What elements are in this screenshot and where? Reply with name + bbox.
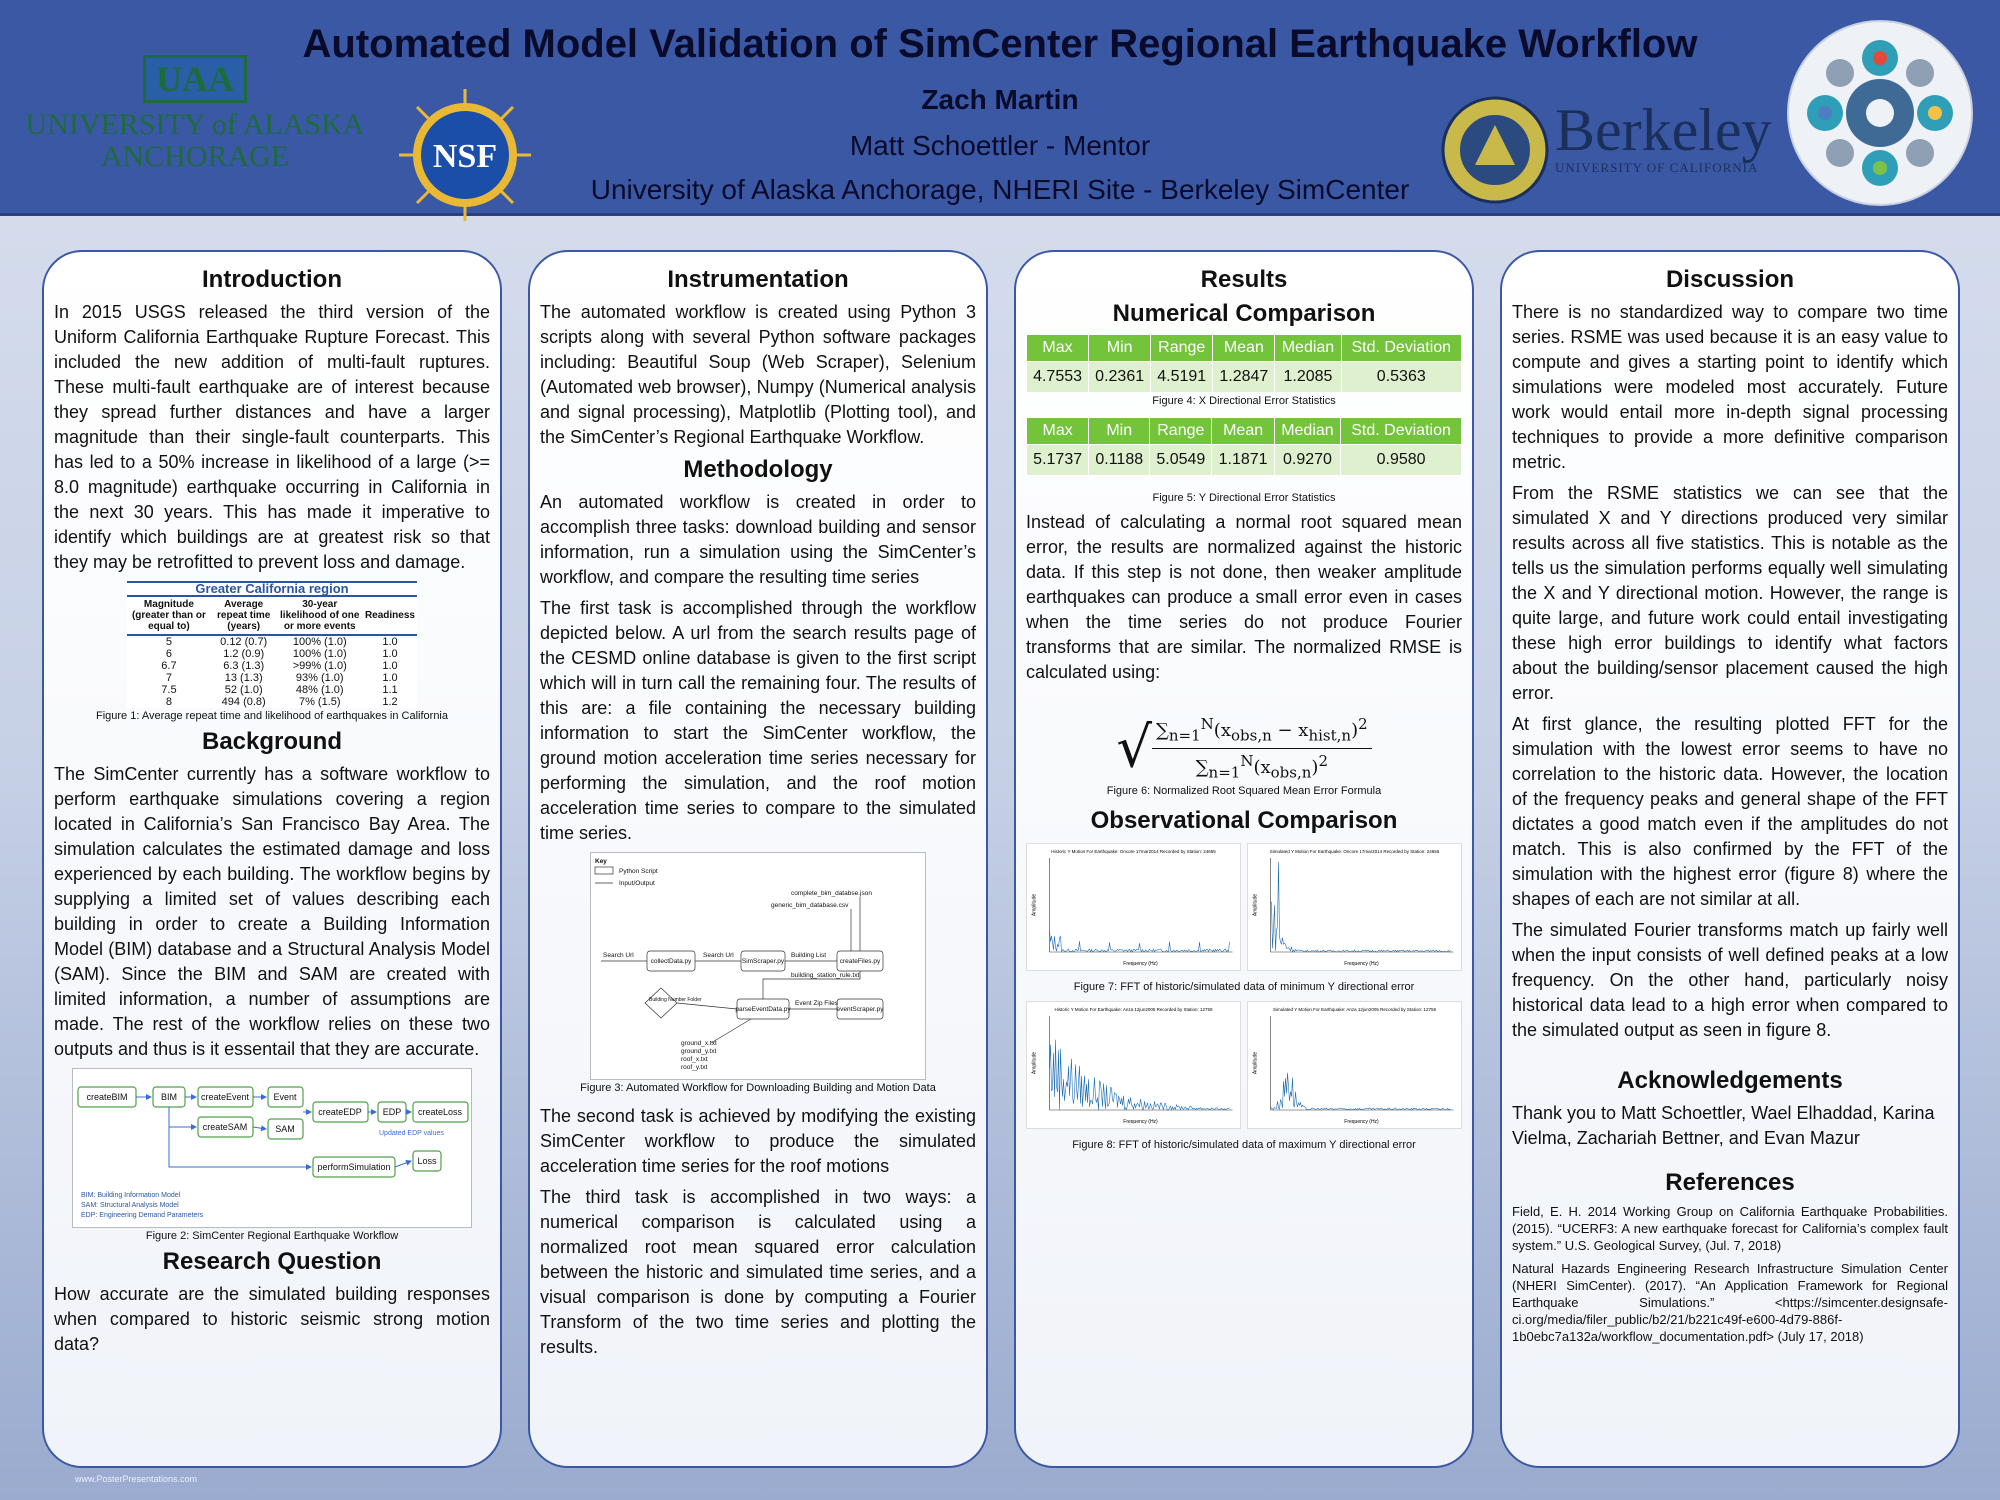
fft-plot-ylabel: Amplitude <box>1252 1052 1259 1075</box>
earthquake-table-cell: >99% (1.0) <box>292 660 347 672</box>
stats-table-cell: 5.1737 <box>1027 445 1089 476</box>
stats-table-header: Std. Deviation <box>1341 418 1462 445</box>
discussion-paragraph-3: At first glance, the resulting plotted FFT for the simulation with the lowest error seems to have no correlation to the historic data. However, the location of the frequency peaks and general shape of the FFT dictates a good match even if the amplitudes do not match. This is also confirmed by the FFT of the simulation with the highest error (figure 8) where the shapes of each are not similar at all. <box>1512 714 1948 909</box>
diagram-label: complete_bim_databse.json <box>791 890 872 897</box>
observational-comparison-heading: Observational Comparison <box>1090 807 1398 835</box>
poster-mentor: Matt Schoettler - Mentor <box>849 130 1151 161</box>
results-heading: Results <box>1200 266 1288 293</box>
methodology-paragraph-4: The third task is accomplished in two ways: a numerical comparison is calculated using a normalized root mean squared error calculation between the historic and simulated time series, and a visual comparison is done by computing a Fourier Transform of the two time series and plotting the results. <box>540 1187 976 1357</box>
panel-column-4 <box>1500 250 1960 1468</box>
fft-plot-series <box>1271 1073 1451 1110</box>
panel-column-2 <box>528 250 988 1468</box>
diagram-label: roof_x.txt <box>681 1056 708 1063</box>
diagram-key-script: Python Script <box>619 868 658 875</box>
figure-4-caption: Figure 4: X Directional Error Statistics <box>1152 395 1336 407</box>
earthquake-table-row <box>127 684 417 696</box>
earthquake-table-row <box>127 672 417 684</box>
stats-table-header: Max <box>1027 335 1089 362</box>
earthquake-table-title: Greater California region <box>127 582 417 596</box>
earthquake-table-cell: 1.0 <box>382 660 398 672</box>
fft-plot-title: Historic Y Motion For Earthquake: Oncore 17mar2014 Recorded by Station: 24655 <box>1051 849 1216 855</box>
research-question-heading: Research Question <box>162 1248 382 1275</box>
diagram-label: Building Number Folder <box>649 997 702 1003</box>
fft-plots-min-error <box>1026 843 1462 971</box>
stats-table-header: Std. Deviation <box>1341 335 1461 362</box>
workflow-node: createEvent <box>200 1092 250 1102</box>
earthquake-table-cell: 6.3 (1.3) <box>223 660 265 672</box>
fft-plot-title: Simulated Y Motion For Earthquake: Anza 12jun2005 Recorded by Station: 12759 <box>1273 1007 1436 1013</box>
poster-author: Zach Martin <box>921 84 1079 115</box>
earthquake-table-row <box>127 648 417 660</box>
diagram-key-io: Input/Output <box>619 880 655 887</box>
diagram-label: ground_y.txt <box>681 1048 717 1055</box>
y-error-stats-table <box>1026 417 1462 476</box>
fft-plot-xlabel: Frequency (Hz) <box>1344 1119 1379 1126</box>
figure-5-caption: Figure 5: Y Directional Error Statistics <box>1152 492 1336 504</box>
stats-table-header: Range <box>1150 418 1212 445</box>
workflow-node: BIM <box>160 1092 178 1102</box>
panel-column-3 <box>1014 250 1474 1468</box>
fft-plot-series <box>1050 931 1230 952</box>
x-error-stats-table <box>1026 334 1462 393</box>
workflow-node: EDP <box>382 1107 402 1117</box>
workflow-node: Updated EDP values <box>379 1130 444 1137</box>
workflow-node: performSimulation <box>317 1162 391 1172</box>
earthquake-table-cell: 1.1 <box>382 684 398 696</box>
earthquake-table-cell: 1.0 <box>382 672 398 684</box>
stats-table-cell: 4.5191 <box>1151 362 1213 393</box>
fft-plot-ylabel: Amplitude <box>1252 894 1259 917</box>
fft-plot-historic-max <box>1026 1001 1241 1129</box>
earthquake-table-row <box>127 660 417 672</box>
uaa-logo-line1: UNIVERSITY of ALASKA <box>25 108 365 141</box>
methodology-paragraph-2: The first task is accomplished through the workflow depicted below. A url from the search results page of the CESMD online database is given to the first script which will in turn call the remaining four. The results of this are: a file containing the necessary building information to start the SimCenter workflow, the ground motion acceleration time series necessary for performing the simulation, and the roof motion acceleration time series to compare to the simulated time series. <box>540 598 976 843</box>
earthquake-table-cell: 494 (0.8) <box>221 696 266 708</box>
discussion-paragraph-4: The simulated Fourier transforms match up fairly well when the input consists of well defined peaks at a low frequency. On the other hand, particularly noisy historical data lead to a high error when compared to the simulated output as seen in figure 8. <box>1512 920 1948 1040</box>
diagram-label: roof_y.txt <box>681 1064 708 1071</box>
fft-plot-title: Simulated Y Motion For Earthquake: Oncore 17mar2014 Recorded by Station: 24655 <box>1269 849 1440 855</box>
earthquake-table-cell: 48% (1.0) <box>295 684 344 696</box>
instrumentation-text: The automated workflow is created using Python 3 scripts along with several Python software packages including: Beautiful Soup (Web Scraper), Selenium (Automated web browser), Numpy (Numerical analysis and signal processing), Matplotlib (Plotting tool), and the SimCenter’s Regional Earthquake Workflow. <box>540 302 976 447</box>
diagram-label: generic_bim_database.csv <box>771 902 849 909</box>
earthquake-table-cell: 7 <box>165 672 172 684</box>
workflow-node: createEDP <box>318 1107 362 1117</box>
earthquake-table-cell: 8 <box>165 696 172 708</box>
methodology-paragraph-1: An automated workflow is created in order to accomplish three tasks: download building and sensor information, run a simulation using the SimCenter’s workflow, and compare the resulting time series <box>540 492 976 587</box>
workflow-node: Loss <box>417 1156 437 1166</box>
footer-credit[interactable]: www.PosterPresentations.com <box>75 1474 198 1484</box>
stats-table-header: Median <box>1274 418 1340 445</box>
diagram-node: parseEventData.py <box>735 1006 791 1013</box>
stats-table-header: Mean <box>1213 335 1275 362</box>
figure-7-caption: Figure 7: FFT of historic/simulated data of minimum Y directional error <box>1073 981 1415 994</box>
simcenter-workflow-diagram <box>72 1068 472 1228</box>
workflow-node: createLoss <box>417 1107 463 1117</box>
figure-6-caption: Figure 6: Normalized Root Squared Mean Error Formula <box>1106 785 1382 798</box>
stats-table-cell: 0.5363 <box>1341 362 1461 393</box>
stats-table-cell: 1.1871 <box>1212 445 1274 476</box>
stats-table-cell: 0.1188 <box>1089 445 1150 476</box>
earthquake-table-cell: 1.0 <box>382 636 398 648</box>
berkeley-logo-text: Berkeley <box>1555 97 1772 163</box>
nrmse-formula: √ $\frac{\sum_{n=1}^N(x_{obs,n} - x_{hist,n})^2}{\sum_{n=1}^N(x_{obs,n})^2}$ <box>1026 715 1462 781</box>
earthquake-table-header: Readiness <box>363 596 417 635</box>
fft-plot-simulated-min <box>1247 843 1462 971</box>
fft-plot-ylabel: Amplitude <box>1031 1052 1038 1075</box>
stats-table-cell: 5.0549 <box>1150 445 1212 476</box>
fft-plot-title: Historic Y Motion For Earthquake: Anza 12jun2005 Recorded by Station: 12759 <box>1054 1007 1213 1013</box>
earthquake-table-header: Average repeat time (years) <box>211 596 277 635</box>
stats-table-header: Range <box>1151 335 1213 362</box>
uaa-logo-line2: ANCHORAGE <box>100 140 290 173</box>
acknowledgements-heading: Acknowledgements <box>1617 1067 1843 1094</box>
workflow-node: createSAM <box>202 1122 248 1132</box>
reference-item: Field, E. H. 2014 Working Group on California Earthquake Probabilities. (2015). “UCERF3: A new earthquake forecast for California’s complex fault system.” U.S. Geological Survey, (Jul. 7, 2018) <box>1512 1204 1948 1253</box>
earthquake-table-row <box>127 635 417 648</box>
fft-plot-series <box>1050 1040 1230 1110</box>
uaa-logo-box: UAA <box>143 55 247 103</box>
references-heading: References <box>1665 1169 1795 1196</box>
earthquake-table-cell: 13 (1.3) <box>224 672 263 684</box>
earthquake-table-cell: 6.7 <box>161 660 177 672</box>
diagram-node: createFiles.py <box>839 958 881 965</box>
panel-column-1 <box>42 250 502 1468</box>
introduction-text: In 2015 USGS released the third version of the Uniform California Earthquake Rupture Forecast. This included the new addition of multi-fault ruptures. These multi-fault earthquake are of interest because they spread further distances and have a larger magnitude than their single-fault counterparts. This has led to a 50% increase in likelihood of a large (>= 8.0 magnitude) earthquake occurring in California in the next 30 years. This has made it imperative to identify which buildings are at greatest risk so that they may be retrofitted to prevent loss and damage. <box>54 302 490 572</box>
stats-table-cell: 1.2847 <box>1213 362 1275 393</box>
fft-plot-historic-min <box>1026 843 1241 971</box>
earthquake-table-row <box>127 696 417 708</box>
earthquake-table-cell: 100% (1.0) <box>292 648 347 660</box>
results-text: Instead of calculating a normal root squared mean error, the results are normalized against the historic data. If this step is not done, then weaker amplitude earthquakes can produce a small error even in cases when the time series do not produce Fourier transforms that are similar. The normalized RMSE is calculated using: <box>1026 512 1462 682</box>
stats-table-header: Min <box>1089 335 1151 362</box>
figure-1-caption: Figure 1: Average repeat time and likelihood of earthquakes in California <box>95 710 448 722</box>
background-heading: Background <box>201 728 342 755</box>
stats-table-cell: 0.9580 <box>1341 445 1462 476</box>
diagram-label: Search Url <box>603 952 634 959</box>
fft-plot-ylabel: Amplitude <box>1031 894 1038 917</box>
earthquake-table-cell: 0.12 (0.7) <box>220 636 268 648</box>
workflow-node: createBIM <box>86 1092 128 1102</box>
diagram-key: Key <box>595 858 607 865</box>
berkeley-seal-icon <box>1440 95 1550 205</box>
stats-table-header: Max <box>1027 418 1089 445</box>
figure-3-caption: Figure 3: Automated Workflow for Downloading Building and Motion Data <box>580 1082 936 1094</box>
diagram-label: Search Url <box>703 952 734 959</box>
workflow-legend: EDP: Engineering Demand Parameters <box>81 1212 204 1219</box>
stats-table-cell: 1.2085 <box>1275 362 1341 393</box>
berkeley-logo-subtext: UNIVERSITY OF CALIFORNIA <box>1555 160 1759 175</box>
earthquake-likelihood-table <box>127 581 417 708</box>
earthquake-table-cell: 52 (1.0) <box>224 684 263 696</box>
earthquake-table-cell: 7% (1.5) <box>298 696 341 708</box>
stats-table-cell: 0.9270 <box>1274 445 1340 476</box>
discussion-paragraph-1: There is no standardized way to compare two time series. RSME was used because it is an easy value to compute and gives a starting point to identify which simulations were modeled most accurately. Future work would entail more in-depth signal processing techniques to provide a more definitive comparison metric. <box>1512 302 1948 472</box>
fft-plot-simulated-max <box>1247 1001 1462 1129</box>
nsf-logo-text: NSF <box>432 138 498 175</box>
earthquake-table-cell: 100% (1.0) <box>292 636 347 648</box>
earthquake-table-cell: 7.5 <box>161 684 177 696</box>
methodology-heading: Methodology <box>683 456 833 483</box>
diagram-node: eventScraper.py <box>836 1006 884 1013</box>
workflow-node: Event <box>273 1092 297 1102</box>
discussion-heading: Discussion <box>1665 266 1795 293</box>
workflow-legend: BIM: Building Information Model <box>81 1192 181 1199</box>
poster-header <box>0 0 2000 216</box>
diagram-label: Event Zip Files <box>795 1000 838 1007</box>
fft-plots-max-error <box>1026 1001 1462 1129</box>
stats-table-header: Min <box>1089 418 1150 445</box>
simcenter-gears-icon <box>1785 18 1975 208</box>
research-question-text: How accurate are the simulated building responses when compared to historic seismic strong motion data? <box>54 1284 490 1354</box>
fft-plot-xlabel: Frequency (Hz) <box>1123 1119 1158 1126</box>
workflow-legend: SAM: Structural Analysis Model <box>81 1202 179 1209</box>
background-text: The SimCenter currently has a software workflow to perform earthquake simulations covering a region located in California’s San Francisco Bay Area. The simulation calculates the estimated damage and loss experienced by each building. The workflow begins by supplying a limited set of values describing each building in order to create a Building Information Model (BIM) database and a Structural Analysis Model (SAM). Since the BIM and SAM are created with limited information, a number of assumptions are made. The rest of the workflow relies on these two outputs and thus is it essentail that they are accurate. <box>54 764 490 1059</box>
numerical-comparison-heading: Numerical Comparison <box>1112 300 1376 327</box>
diagram-label: building_station_rule.txt <box>791 972 860 979</box>
poster-affiliation: University of Alaska Anchorage, NHERI Site - Berkeley SimCenter <box>590 174 1410 205</box>
figure-2-caption: Figure 2: SimCenter Regional Earthquake Workflow <box>145 1230 399 1242</box>
berkeley-logo <box>1555 97 1772 180</box>
earthquake-table-header: 30-year likelihood of one or more events <box>277 596 363 635</box>
acknowledgements-text: Thank you to Matt Schoettler, Wael Elhaddad, Karina Vielma, Zachariah Bettner, and Evan Mazur <box>1512 1103 1935 1148</box>
reference-item: Natural Hazards Engineering Research Infrastructure Simulation Center (NHERI SimCenter). (2017). “An Application Framework for Regional Earthquake Simulations.” <https://simcenter.designsafe-ci.org/media/filer_public/b2/21/b221c49f-e600-4d79-886f-1b0ebc7a132a/workflow_documentation.pdf> (July 17, 2018) <box>1512 1261 1948 1344</box>
diagram-label: ground_x.txt <box>681 1040 717 1047</box>
introduction-heading: Introduction <box>202 266 342 293</box>
stats-table-cell: 4.7553 <box>1027 362 1089 393</box>
references-list <box>1512 1203 1948 1345</box>
earthquake-table-cell: 1.2 (0.9) <box>223 648 265 660</box>
diagram-node: SimScraper.py <box>741 958 785 965</box>
fft-plot-series <box>1271 862 1451 952</box>
discussion-paragraph-2: From the RSME statistics we can see that the simulated X and Y directions produced very similar results across all five statistics. This is notable as the tells us the simulation performs equally well simulating the X and Y directional motion. However, the range is quite large, and future work could entail investigating these high error buildings to identify what factors about the building/sensor placement caused the high error. <box>1512 483 1948 703</box>
diagram-node: collectData.py <box>650 958 692 965</box>
earthquake-table-cell: 1.2 <box>382 696 398 708</box>
fft-plot-xlabel: Frequency (Hz) <box>1344 961 1379 968</box>
diagram-label: Building List <box>791 952 827 959</box>
earthquake-table-cell: 6 <box>165 648 172 660</box>
earthquake-table-cell: 93% (1.0) <box>295 672 344 684</box>
workflow-node: SAM <box>275 1124 295 1134</box>
poster-title: Automated Model Validation of SimCenter Regional Earthquake Workflow <box>302 22 1698 66</box>
stats-table-cell: 0.2361 <box>1089 362 1151 393</box>
earthquake-table-cell: 5 <box>165 636 172 648</box>
stats-table-header: Median <box>1275 335 1341 362</box>
earthquake-table-header: Magnitude (greater than or equal to) <box>127 596 211 635</box>
stats-table-header: Mean <box>1212 418 1274 445</box>
fft-plot-xlabel: Frequency (Hz) <box>1123 961 1158 968</box>
earthquake-table-cell: 1.0 <box>382 648 398 660</box>
instrumentation-heading: Instrumentation <box>667 266 849 293</box>
figure-8-caption: Figure 8: FFT of historic/simulated data of maximum Y directional error <box>1072 1139 1416 1152</box>
automated-workflow-diagram <box>590 852 926 1080</box>
methodology-paragraph-3: The second task is achieved by modifying the existing SimCenter workflow to produce the simulated acceleration time series for the roof motions <box>540 1106 976 1176</box>
